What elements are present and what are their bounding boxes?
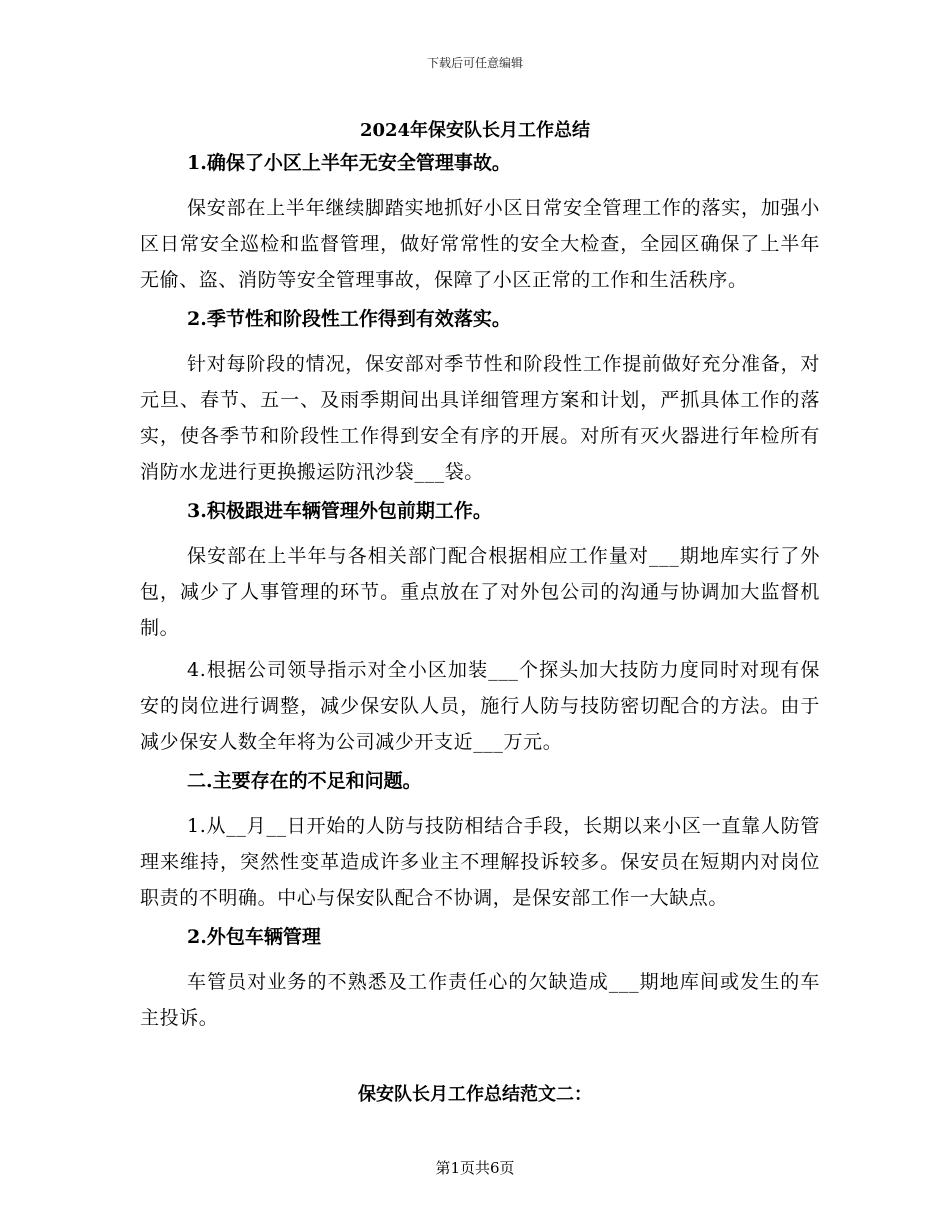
document-body <box>140 148 820 1042</box>
section-heading: 2.季节性和阶段性工作得到有效落实。 <box>187 308 511 330</box>
paragraph: 针对每阶段的情况，保安部对季节性和阶段性工作提前做好充分准备，对元旦、春节、五一、及雨季期间出具详细管理方案和计划，严抓具体工作的落实，使各季节和阶段性工作得到安全有序的开展。对所有灭火器进行年检所有消防水龙进行更换搬运防汛沙袋___袋。 <box>140 353 820 483</box>
sub-title: 保安队长月工作总结范文二： <box>358 1084 592 1105</box>
section-heading: 1.确保了小区上半年无安全管理事故。 <box>187 152 511 174</box>
paragraph: 1.从__月__日开始的人防与技防相结合手段，长期以来小区一直靠人防管理来维持，突然性变革造成许多业主不理解投诉较多。保安员在短期内对岗位职责的不明确。中心与保安队配合不协调，是保安部工作一大缺点。 <box>140 815 820 909</box>
paragraph: 4.根据公司领导指示对全小区加装___个探头加大技防力度同时对现有保安的岗位进行调整，减少保安队人员，施行人防与技防密切配合的方法。由于减少保安人数全年将为公司减少开支近___万元。 <box>140 659 820 753</box>
section-heading: 2.外包车辆管理 <box>187 926 321 948</box>
paragraph: 保安部在上半年与各相关部门配合根据相应工作量对___期地库实行了外包，减少了人事管理的环节。重点放在了对外包公司的沟通与协调加大监督机制。 <box>140 545 820 639</box>
header-note: 下载后可任意编辑 <box>426 56 523 70</box>
page-footer: 第1页共6页 <box>435 1159 515 1177</box>
section-heading: 二.主要存在的不足和问题。 <box>187 770 422 792</box>
paragraph: 车管员对业务的不熟悉及工作责任心的欠缺造成___期地库间或发生的车主投诉。 <box>140 971 820 1029</box>
document-title: 2024年保安队长月工作总结 <box>359 120 591 141</box>
section-heading: 3.积极跟进车辆管理外包前期工作。 <box>187 500 492 522</box>
paragraph: 保安部在上半年继续脚踏实地抓好小区日常安全管理工作的落实，加强小区日常安全巡检和监督管理，做好常常性的安全大检查，全园区确保了上半年无偷、盗、消防等安全管理事故，保障了小区正常的工作和生活秩序。 <box>140 197 820 291</box>
